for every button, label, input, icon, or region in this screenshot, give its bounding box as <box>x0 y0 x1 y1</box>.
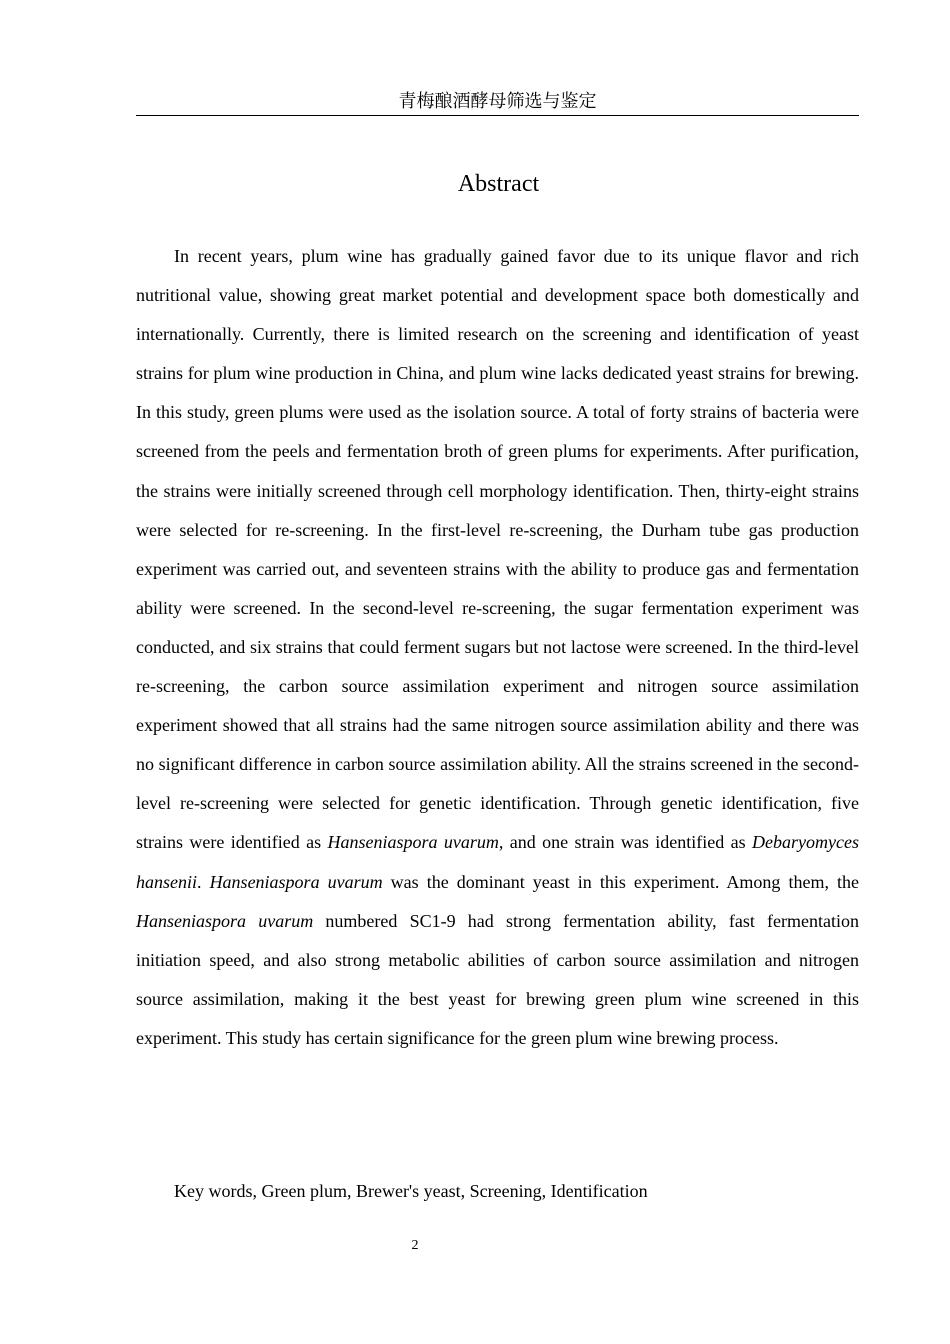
abstract-text-3: . <box>197 871 210 892</box>
running-header <box>136 91 859 116</box>
running-header-text: 青梅酿酒酵母筛选与鉴定 <box>398 91 597 112</box>
page-number: 2 <box>411 1238 419 1253</box>
abstract-text-1: In recent years, plum wine has gradually gained favor due to its unique flavor and rich nutritional value, showing great market potential and development space both domestically and internationally. Currently, there is limited research on the screening and identification of yeast strains for plum wine production in China, and plum wine lacks dedicated yeast strains for brewing. In this study, green plums were used as the isolation source. A total of forty strains of bacteria were screened from the peels and fermentation broth of green plums for experiments. After purification, the strains were initially screened through cell morphology identification. Then, thirty-eight strains were selected for re-screening. In the first-level re-screening, the Durham tube gas production experiment was carried out, and seventeen strains with the ability to produce gas and fermentation ability were screened. In the second-level re-screening, the sugar fermentation experiment was conducted, and six strains that could ferment sugars but not lactose were screened. In the third-level re-screening, the carbon source assimilation experiment and nitrogen source assimilation experiment showed that all strains had the same nitrogen source assimilation ability and there was no significant difference in carbon source assimilation ability. All the strains screened in the second-level re-screening were selected for genetic identification. Through genetic identification, five strains were identified as <box>136 246 859 853</box>
abstract-text-4: was the dominant yeast in this experiment. Among them, the <box>382 871 860 892</box>
abstract-body <box>136 237 859 1058</box>
species-name: Hanseniaspora uvarum <box>136 910 314 931</box>
species-name: Hanseniaspora uvarum <box>209 871 383 892</box>
abstract-text-5: numbered SC1-9 had strong fermentation ability, fast fermentation initiation speed, and also strong metabolic abilities of carbon source assimilation and nitrogen source assimilation, making it the best yeast for brewing green plum wine screened in this experiment. This study has certain significance for the green plum wine brewing process. <box>136 910 859 1048</box>
species-name: Debaryomyces hansenii <box>136 832 860 892</box>
keywords-line: Key words, Green plum, Brewer's yeast, Screening, Identification <box>174 1181 648 1201</box>
abstract-text-2: , and one strain was identified as <box>498 832 753 853</box>
abstract-title: Abstract <box>457 171 540 197</box>
species-name: Hanseniaspora uvarum <box>327 832 499 853</box>
